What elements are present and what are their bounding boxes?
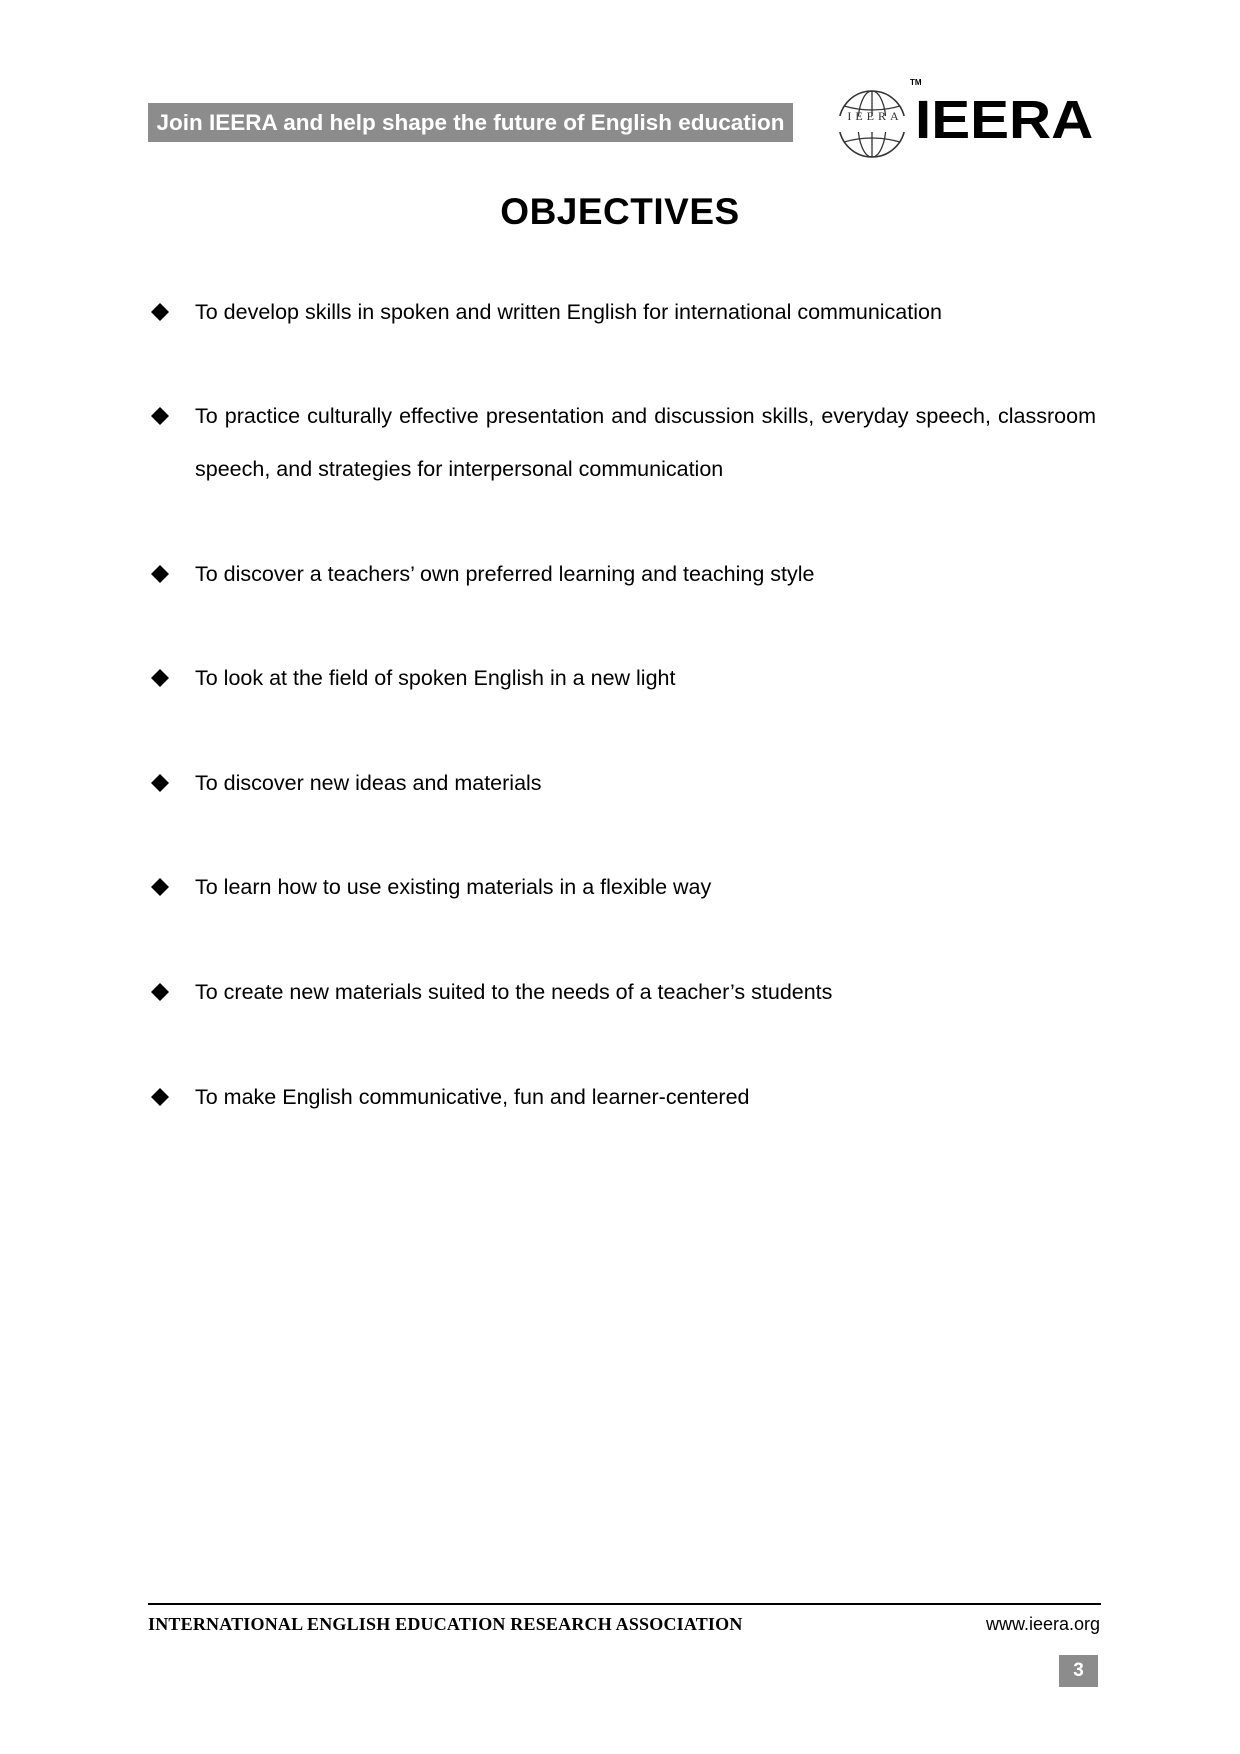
footer-divider bbox=[148, 1603, 1101, 1605]
diamond-bullet-icon bbox=[151, 407, 169, 425]
header-banner: Join IEERA and help shape the future of English education bbox=[148, 103, 793, 142]
objective-text: To make English communicative, fun and learner-centered bbox=[195, 1085, 750, 1109]
ieera-logo bbox=[836, 78, 1101, 160]
logo-wordmark: IEERA bbox=[915, 90, 1094, 150]
objective-text: To create new materials suited to the needs of a teacher’s students bbox=[195, 980, 833, 1004]
objective-text: To develop skills in spoken and written English for international communication bbox=[195, 300, 942, 324]
objective-text: To discover a teachers’ own preferred learning and teaching style bbox=[195, 562, 815, 586]
globe-icon bbox=[836, 88, 912, 160]
footer-website: www.ieera.org bbox=[985, 1614, 1100, 1634]
diamond-bullet-icon bbox=[151, 303, 169, 321]
diamond-bullet-icon bbox=[151, 878, 169, 896]
trademark-symbol: TM bbox=[910, 78, 922, 87]
diamond-bullet-icon bbox=[151, 669, 169, 687]
objective-text: To look at the field of spoken English in a new light bbox=[195, 666, 676, 690]
diamond-bullet-icon bbox=[151, 565, 169, 583]
diamond-bullet-icon bbox=[151, 983, 169, 1001]
objective-text: To discover new ideas and materials bbox=[195, 771, 542, 795]
diamond-bullet-icon bbox=[151, 1088, 169, 1106]
objective-text: To practice culturally effective presentation and discussion skills, everyday speech, classroom speech, and strategies for interpersonal communication bbox=[195, 404, 1096, 481]
logo-globe-label: IEERA bbox=[847, 109, 903, 123]
diamond-bullet-icon bbox=[151, 774, 169, 792]
objective-text: To learn how to use existing materials in a flexible way bbox=[195, 875, 712, 899]
page-title: OBJECTIVES bbox=[500, 191, 740, 232]
page-number: 3 bbox=[1059, 1655, 1098, 1687]
footer-organization: INTERNATIONAL ENGLISH EDUCATION RESEARCH ASSOCIATION bbox=[148, 1614, 743, 1634]
